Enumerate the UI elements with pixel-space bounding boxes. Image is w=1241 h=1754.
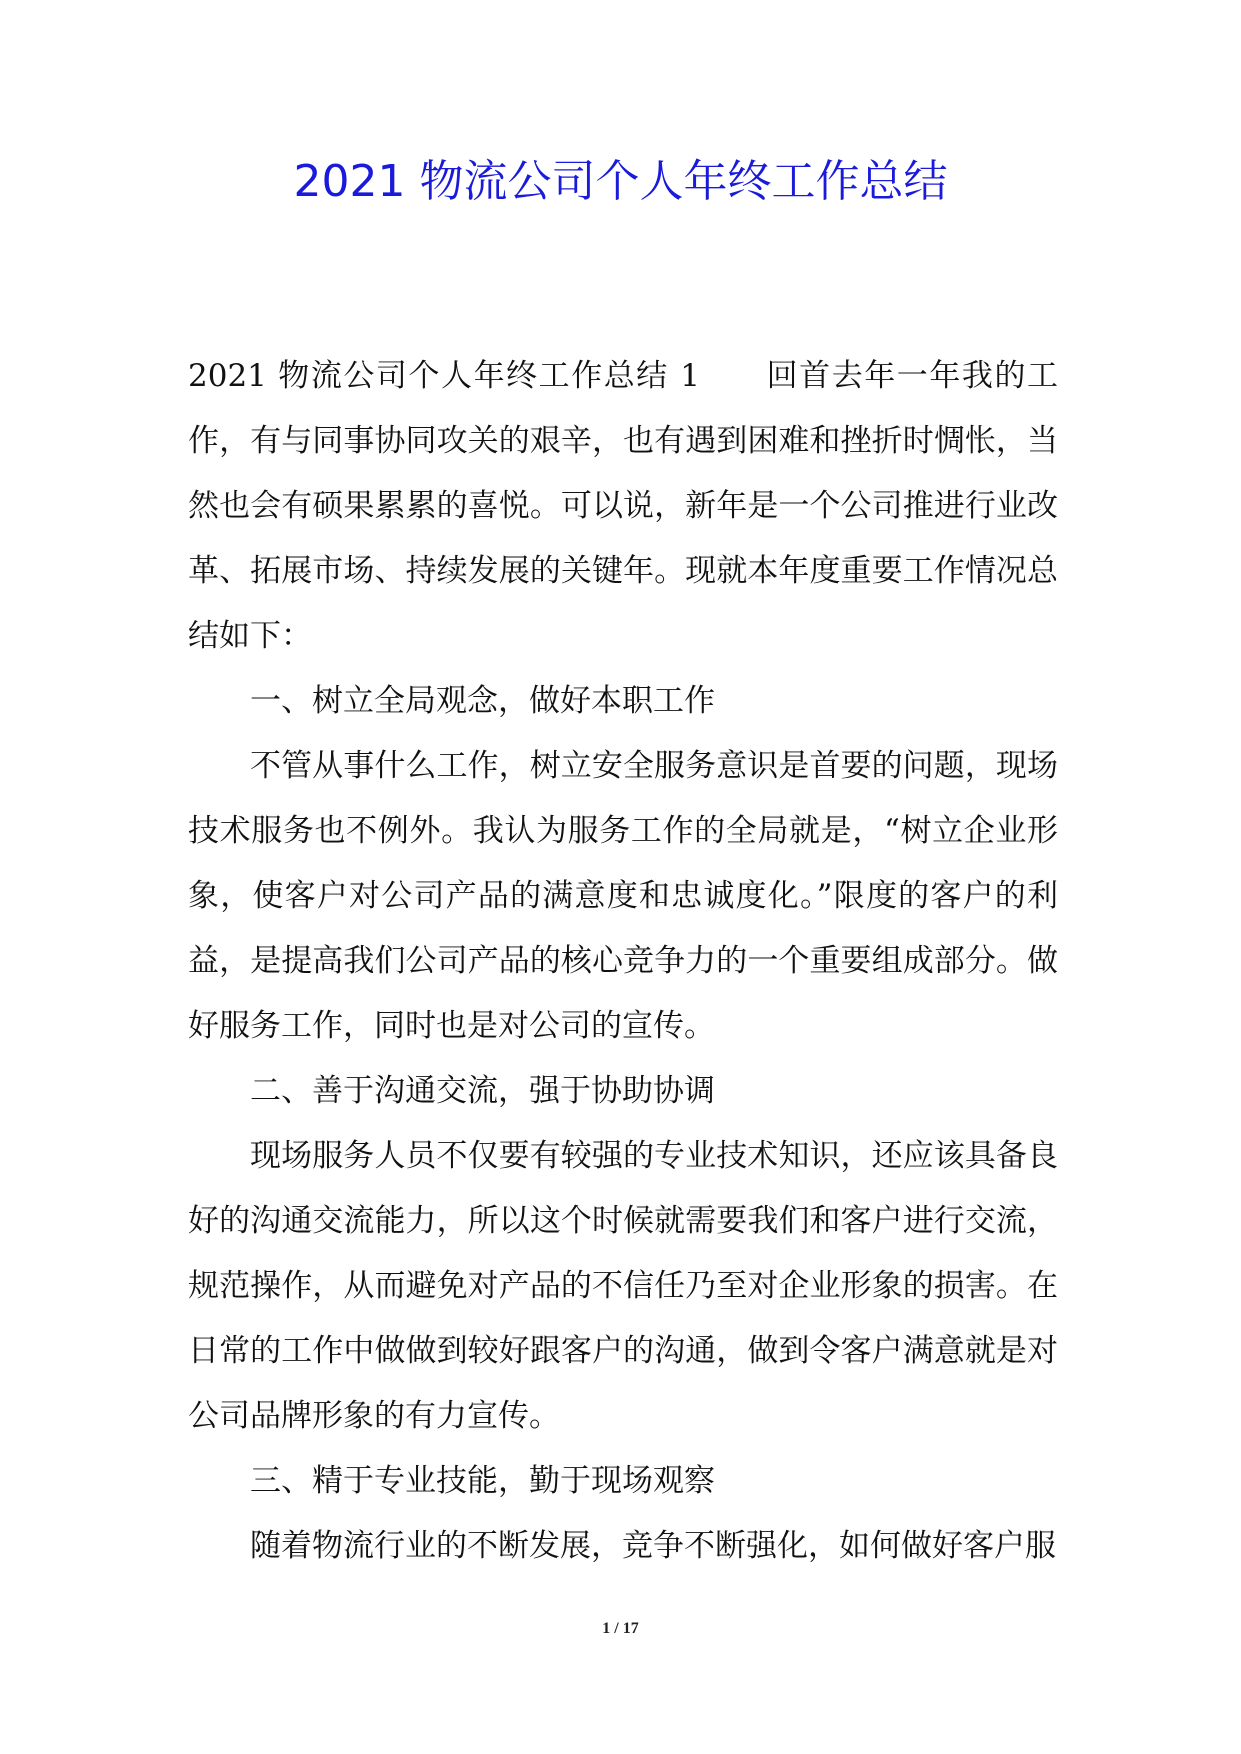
page-number: 1 / 17 (602, 1620, 639, 1637)
document-body (188, 344, 1058, 1579)
intro-paragraph: 2021 物流公司个人年终工作总结 1 回首去年一年我的工作，有与同事协同攻关的艰辛，也有遇到困难和挫折时惆怅，当然也会有硕果累累的喜悦。可以说，新年是一个公司推进行业改革、拓展市场、持续发展的关键年。现就本年度重要工作情况总结如下： (188, 358, 1058, 654)
section-paragraph-2: 现场服务人员不仅要有较强的专业技术知识，还应该具备良好的沟通交流能力，所以这个时候就需要我们和客户进行交流，规范操作，从而避免对产品的不信任乃至对企业形象的损害。在日常的工作中做做到较好跟客户的沟通，做到令客户满意就是对公司品牌形象的有力宣传。 (188, 1138, 1058, 1434)
section-heading-2: 二、善于沟通交流，强于协助协调 (250, 1073, 715, 1109)
document-title: 2021 物流公司个人年终工作总结 (293, 156, 948, 207)
section-paragraph-3: 随着物流行业的不断发展，竞争不断强化，如何做好客户服 (250, 1528, 1056, 1564)
section-paragraph-1: 不管从事什么工作，树立安全服务意识是首要的问题，现场技术服务也不例外。我认为服务工作的全局就是，“树立企业形象，使客户对公司产品的满意度和忠诚度化。”限度的客户的利益，是提高我们公司产品的核心竞争力的一个重要组成部分。做好服务工作，同时也是对公司的宣传。 (188, 748, 1058, 1044)
section-heading-1: 一、树立全局观念，做好本职工作 (250, 683, 715, 719)
section-heading-3: 三、精于专业技能，勤于现场观察 (250, 1463, 715, 1499)
